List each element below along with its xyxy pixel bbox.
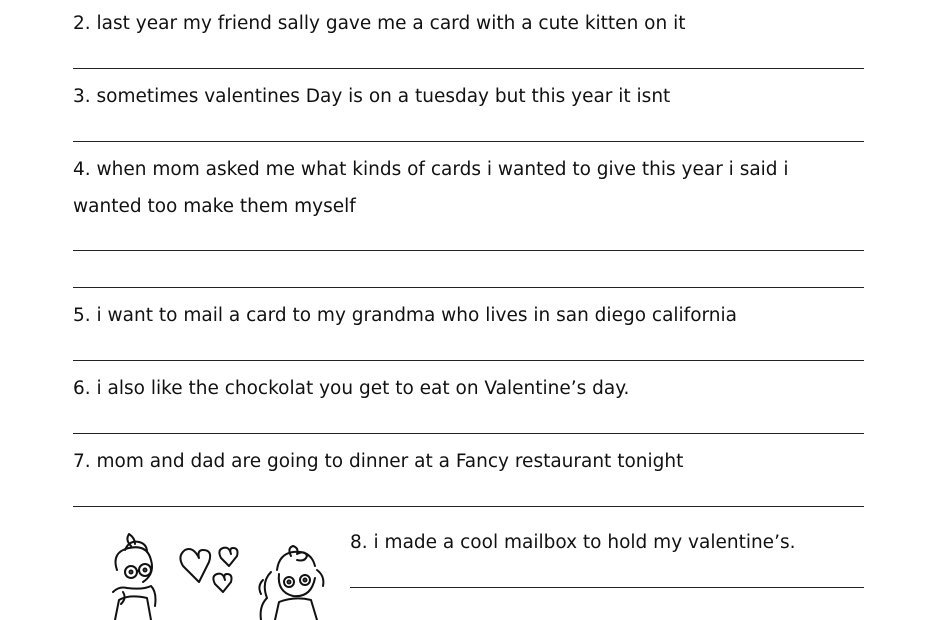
sentence-2: 2. last year my friend sally gave me a card with a cute kitten on it bbox=[73, 13, 686, 34]
sentence-6: 6. i also like the chockolat you get to eat on Valentine’s day. bbox=[73, 378, 630, 399]
answer-line-5[interactable] bbox=[73, 360, 864, 361]
answer-line-7[interactable] bbox=[73, 506, 864, 507]
answer-line-8[interactable] bbox=[350, 587, 864, 588]
sentence-4-line-1: 4. when mom asked me what kinds of cards i wanted to give this year i said i bbox=[73, 159, 789, 180]
sentence-8: 8. i made a cool mailbox to hold my valentine’s. bbox=[350, 532, 796, 553]
sentence-5: 5. i want to mail a card to my grandma who lives in san diego california bbox=[73, 305, 737, 326]
sentence-4-line-2: wanted too make them myself bbox=[73, 196, 356, 217]
answer-line-6[interactable] bbox=[73, 433, 864, 434]
sentence-7: 7. mom and dad are going to dinner at a Fancy restaurant tonight bbox=[73, 451, 684, 472]
answer-line-4b[interactable] bbox=[73, 287, 864, 288]
answer-line-4a[interactable] bbox=[73, 250, 864, 251]
valentine-kids-with-hearts-icon bbox=[95, 530, 335, 620]
sentence-3: 3. sometimes valentines Day is on a tuesday but this year it isnt bbox=[73, 86, 671, 107]
answer-line-3[interactable] bbox=[73, 141, 864, 142]
answer-line-2[interactable] bbox=[73, 68, 864, 69]
